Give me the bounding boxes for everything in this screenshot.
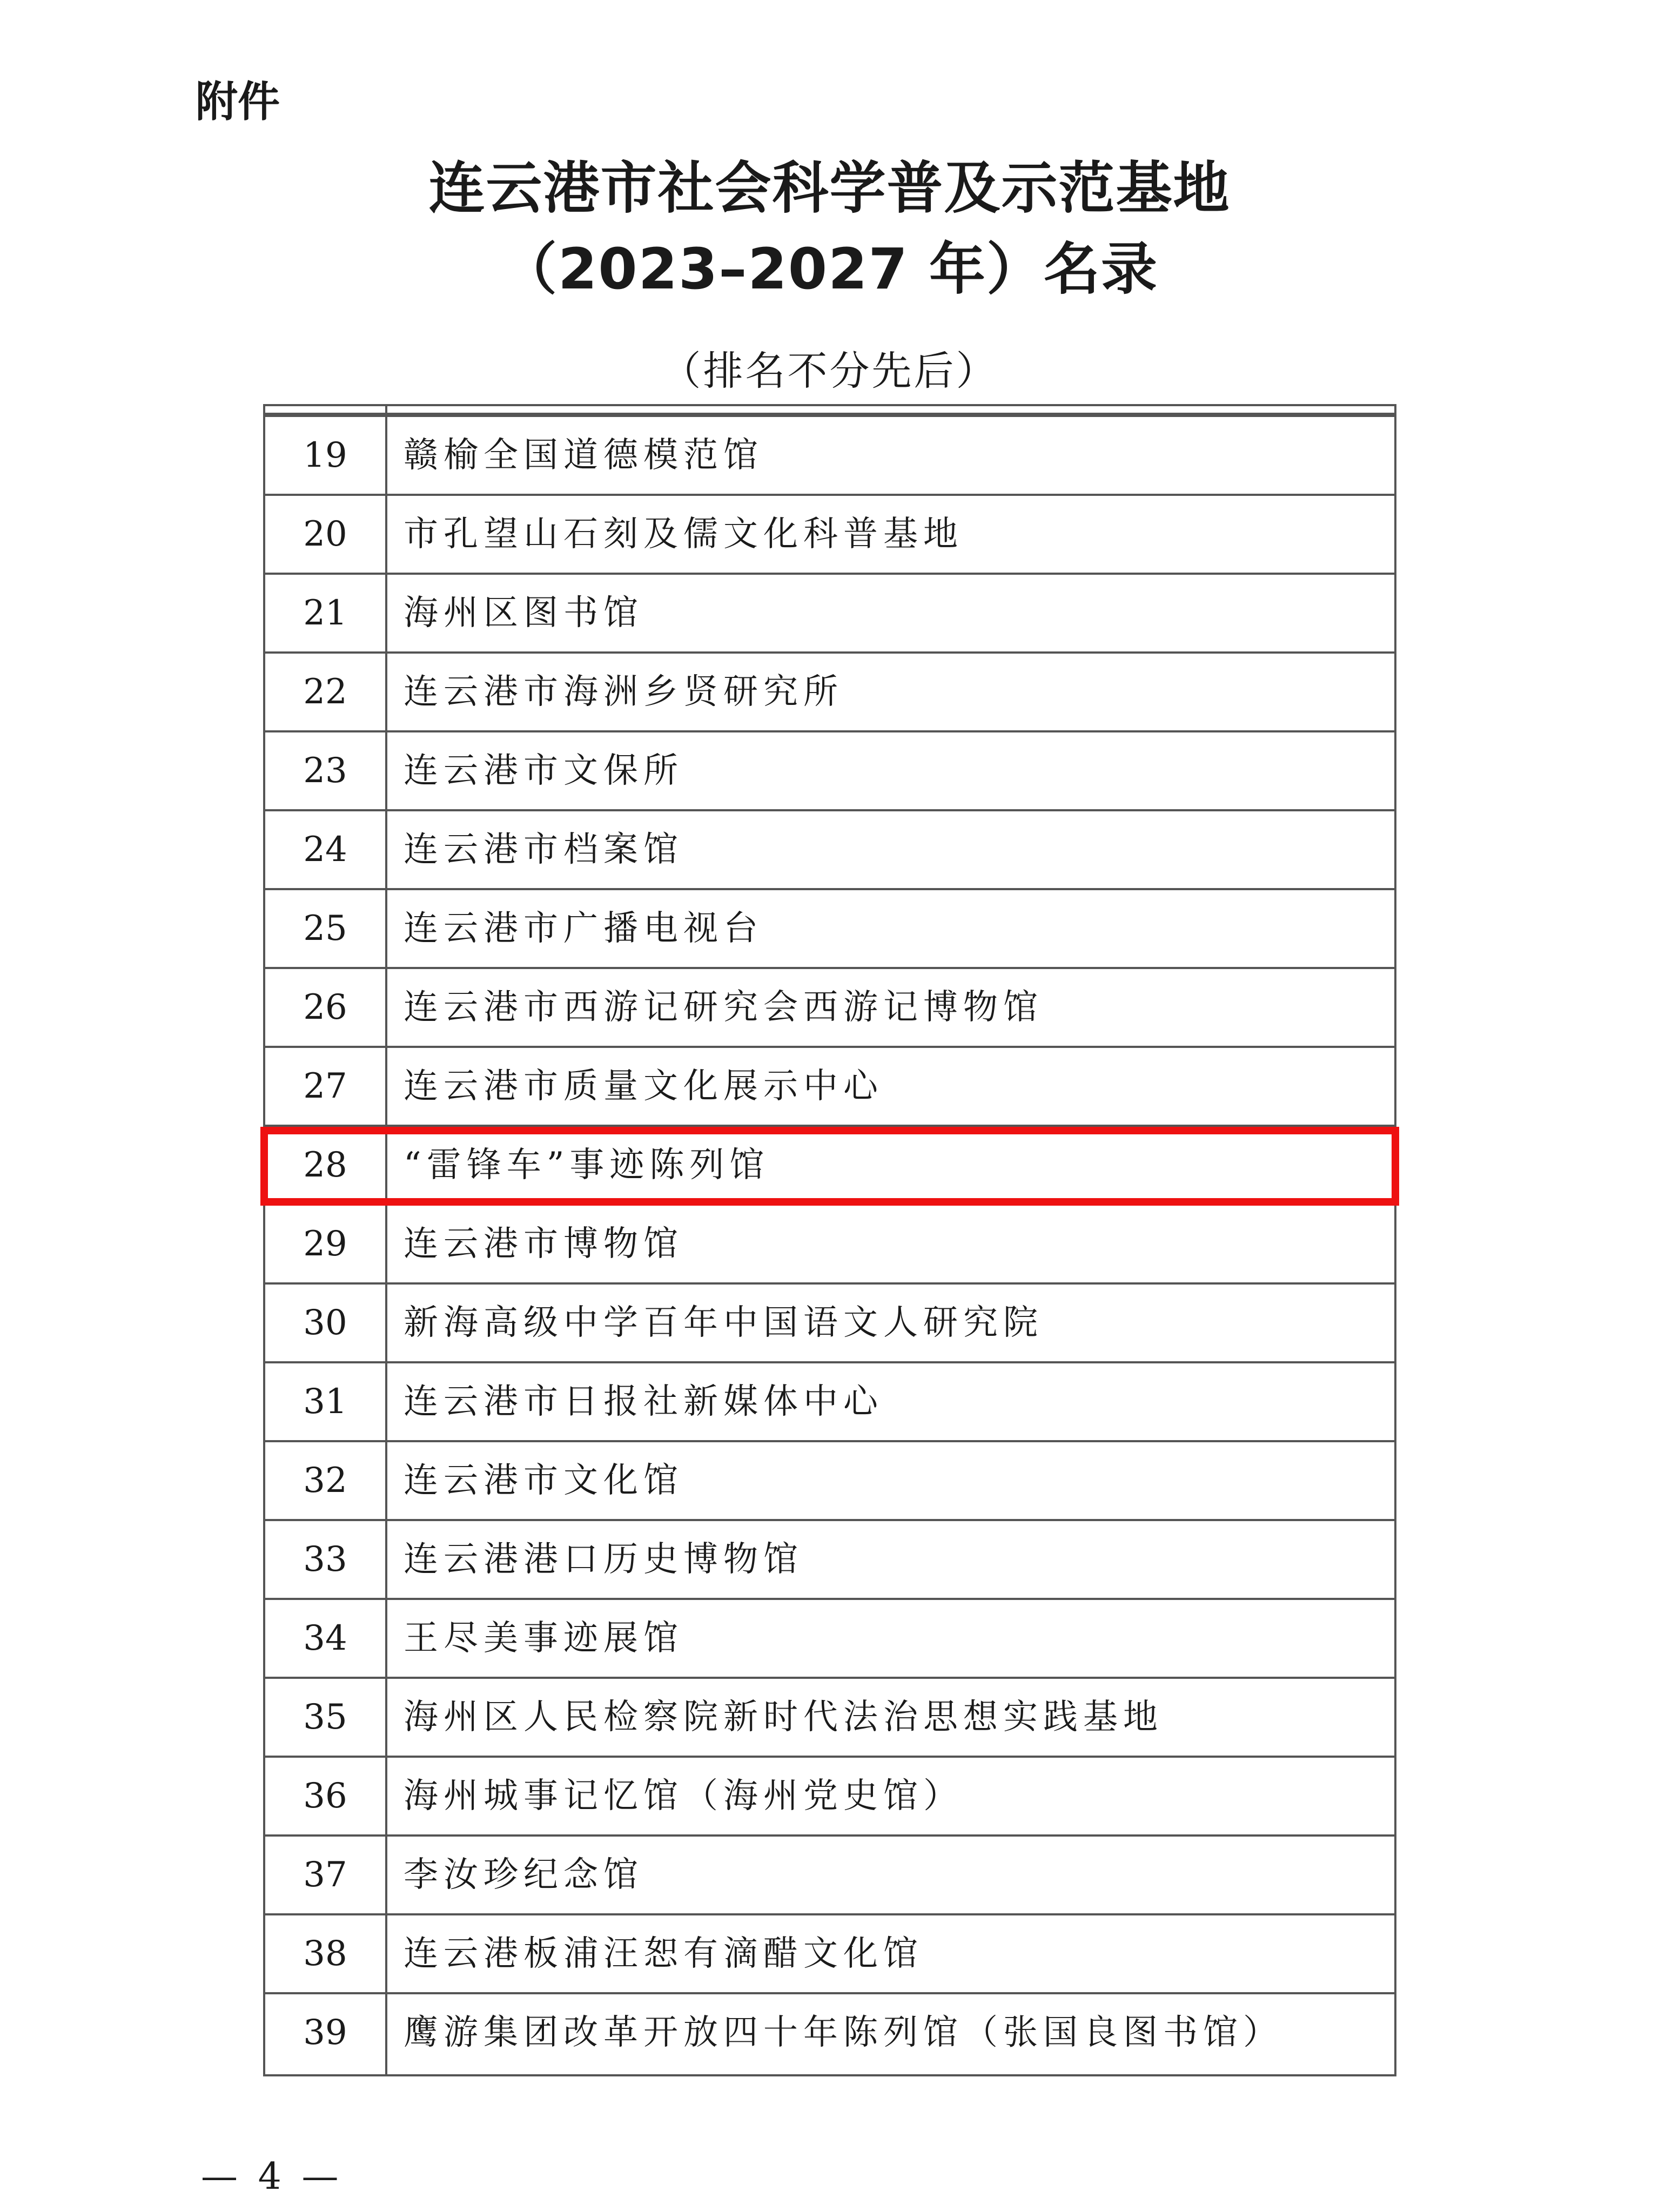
row-number: 21 bbox=[303, 593, 347, 633]
table-row bbox=[265, 1519, 1394, 1598]
row-number: 35 bbox=[303, 1697, 347, 1737]
table-row bbox=[265, 1125, 1394, 1204]
row-number: 19 bbox=[303, 435, 347, 475]
row-number: 24 bbox=[303, 830, 347, 870]
table-row bbox=[265, 1204, 1394, 1282]
row-number: 36 bbox=[303, 1776, 347, 1816]
row-number: 29 bbox=[303, 1224, 347, 1264]
row-base-name: “雷锋车”事迹陈列馆 bbox=[404, 1145, 770, 1185]
row-base-name: 连云港板浦汪恕有滴醋文化馆 bbox=[404, 1934, 923, 1974]
table-row bbox=[265, 1834, 1394, 1913]
table-row bbox=[265, 1282, 1394, 1361]
row-base-name: 新海高级中学百年中国语文人研究院 bbox=[404, 1303, 1043, 1343]
row-number: 26 bbox=[303, 987, 347, 1027]
base-list-table bbox=[263, 404, 1396, 2076]
document-title: 连云港市社会科学普及示范基地 bbox=[428, 155, 1231, 221]
table-row bbox=[265, 651, 1394, 730]
row-number: 20 bbox=[303, 514, 347, 554]
row-base-name: 连云港市文保所 bbox=[404, 751, 683, 791]
table-top-rule bbox=[265, 404, 1394, 406]
row-number: 27 bbox=[303, 1066, 347, 1106]
table-row bbox=[265, 809, 1394, 888]
table-row bbox=[265, 1677, 1394, 1756]
row-number: 31 bbox=[303, 1382, 347, 1422]
row-base-name: 市孔望山石刻及儒文化科普基地 bbox=[404, 514, 963, 554]
table-row bbox=[265, 730, 1394, 809]
row-number: 23 bbox=[303, 751, 347, 791]
table-row bbox=[265, 494, 1394, 573]
table-row bbox=[265, 415, 1394, 494]
row-number: 34 bbox=[303, 1618, 347, 1658]
table-row bbox=[265, 967, 1394, 1046]
table-row bbox=[265, 888, 1394, 967]
row-number: 37 bbox=[303, 1855, 347, 1895]
row-base-name: 王尽美事迹展馆 bbox=[404, 1618, 683, 1658]
row-base-name: 海州区图书馆 bbox=[404, 593, 643, 633]
row-number: 32 bbox=[303, 1461, 347, 1501]
table-row bbox=[265, 1598, 1394, 1677]
page-number: — 4 — bbox=[201, 2155, 343, 2198]
table-row bbox=[265, 1046, 1394, 1125]
row-base-name: 连云港市广播电视台 bbox=[404, 909, 763, 949]
row-number: 30 bbox=[303, 1303, 347, 1343]
row-number: 22 bbox=[303, 672, 347, 712]
row-base-name: 连云港市博物馆 bbox=[404, 1224, 683, 1264]
row-base-name: 连云港市档案馆 bbox=[404, 830, 683, 870]
row-number: 25 bbox=[303, 909, 347, 949]
row-base-name: 连云港市日报社新媒体中心 bbox=[404, 1382, 883, 1422]
table-row bbox=[265, 1440, 1394, 1519]
table-row bbox=[265, 1992, 1394, 2071]
row-base-name: 李汝珍纪念馆 bbox=[404, 1855, 643, 1895]
row-base-name: 连云港市西游记研究会西游记博物馆 bbox=[404, 987, 1043, 1027]
row-base-name: 连云港市质量文化展示中心 bbox=[404, 1066, 883, 1106]
row-base-name: 连云港市海洲乡贤研究所 bbox=[404, 672, 843, 712]
row-number: 33 bbox=[303, 1539, 347, 1579]
row-base-name: 赣榆全国道德模范馆 bbox=[404, 435, 763, 475]
row-number: 38 bbox=[303, 1934, 347, 1974]
table-row bbox=[265, 1913, 1394, 1992]
row-number: 39 bbox=[303, 2013, 347, 2053]
document-subtitle: （排名不分先后） bbox=[661, 348, 998, 394]
row-base-name: 鹰游集团改革开放四十年陈列馆（张国良图书馆） bbox=[404, 2013, 1283, 2053]
row-base-name: 连云港市文化馆 bbox=[404, 1461, 683, 1501]
row-base-name: 海州区人民检察院新时代法治思想实践基地 bbox=[404, 1697, 1163, 1737]
table-row bbox=[265, 573, 1394, 651]
row-base-name: 海州城事记忆馆（海州党史馆） bbox=[404, 1776, 963, 1816]
table-row bbox=[265, 1756, 1394, 1834]
table-row bbox=[265, 1361, 1394, 1440]
attachment-label: 附件 bbox=[196, 78, 280, 126]
row-base-name: 连云港港口历史博物馆 bbox=[404, 1539, 803, 1579]
row-number: 28 bbox=[303, 1145, 347, 1185]
document-title-period: （2023–2027 年）名录 bbox=[500, 236, 1159, 302]
